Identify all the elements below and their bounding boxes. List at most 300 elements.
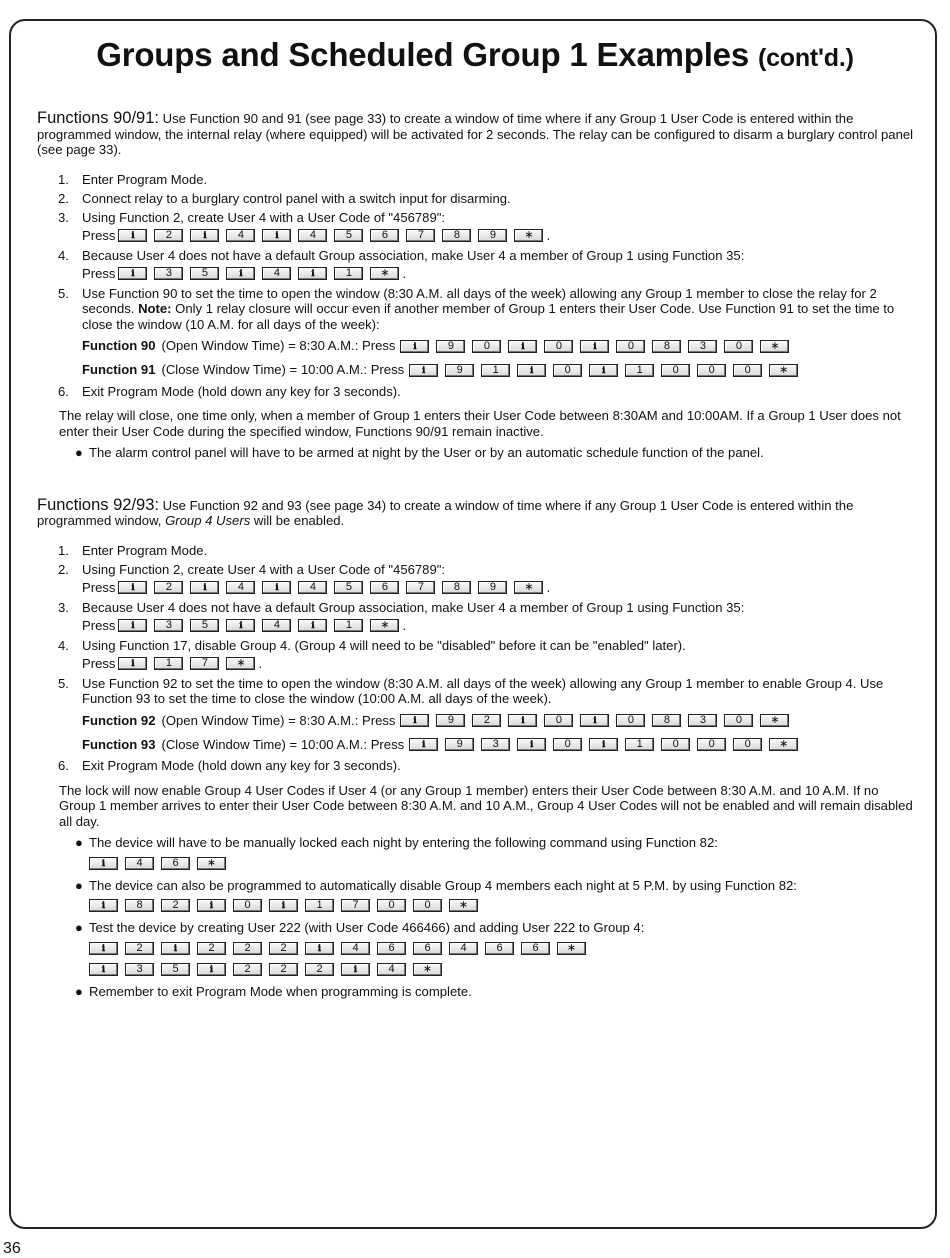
key-label: 0 bbox=[555, 339, 563, 352]
step-number: 6. bbox=[58, 758, 69, 773]
digit-key-icon bbox=[481, 364, 510, 377]
digit-key-icon bbox=[161, 963, 190, 976]
key-label: ℹ bbox=[131, 582, 135, 592]
key-label: 4 bbox=[273, 267, 281, 279]
digit-key-icon bbox=[269, 942, 298, 955]
step-text: Using Function 2, create User 4 with a User Code of "456789": bbox=[82, 561, 446, 577]
digit-key-icon bbox=[154, 619, 183, 632]
key-label: ℹ bbox=[601, 739, 606, 749]
bullet-item bbox=[37, 984, 915, 1000]
key-label: ∗ bbox=[524, 581, 534, 593]
press-label: Press bbox=[82, 579, 116, 595]
key-label: ℹ bbox=[209, 900, 214, 910]
key-label: ℹ bbox=[353, 963, 358, 974]
key-label: ℹ bbox=[131, 230, 135, 240]
star-key-icon bbox=[413, 963, 442, 976]
key-label: 3 bbox=[165, 619, 173, 631]
star-key-icon bbox=[769, 364, 798, 377]
note-label: Note: bbox=[138, 301, 172, 316]
lock-key-icon bbox=[298, 267, 327, 280]
digit-key-icon bbox=[262, 619, 291, 632]
lock-key-icon bbox=[517, 364, 546, 377]
step-text: Using Function 2, create User 4 with a User Code of "456789": bbox=[82, 209, 446, 225]
key-label: 0 bbox=[564, 363, 571, 376]
key-label: ℹ bbox=[203, 582, 207, 592]
key-label: 4 bbox=[309, 581, 317, 593]
title-sub: (cont'd.) bbox=[757, 44, 854, 72]
function-line bbox=[82, 735, 915, 755]
function-line bbox=[82, 360, 915, 380]
press-label: Press bbox=[82, 265, 116, 281]
star-key-icon bbox=[514, 229, 543, 242]
bullet-text: Remember to exit Program Mode when programming is complete. bbox=[89, 983, 472, 999]
step-number: 5. bbox=[58, 285, 69, 301]
digit-key-icon bbox=[445, 738, 474, 751]
key-label: ℹ bbox=[421, 739, 426, 749]
key-label: 6 bbox=[172, 856, 179, 869]
bullet-icon: ● bbox=[75, 835, 83, 850]
digit-key-icon bbox=[652, 340, 681, 353]
key-label: 2 bbox=[280, 941, 287, 954]
digit-key-icon bbox=[521, 942, 550, 955]
key-label: ∗ bbox=[770, 714, 780, 726]
key-label: 8 bbox=[663, 714, 671, 726]
digit-key-icon bbox=[436, 340, 465, 353]
key-label: ℹ bbox=[131, 620, 135, 630]
digit-key-icon bbox=[190, 657, 219, 670]
step-item bbox=[37, 638, 915, 673]
key-label: ℹ bbox=[101, 900, 106, 910]
digit-key-icon bbox=[125, 963, 154, 976]
digit-key-icon bbox=[485, 942, 514, 955]
key-label: ℹ bbox=[131, 268, 135, 278]
main-content bbox=[37, 111, 915, 1005]
key-label: 0 bbox=[424, 899, 431, 911]
digit-key-icon bbox=[305, 963, 334, 976]
digit-key-icon bbox=[190, 267, 219, 280]
key-label: 3 bbox=[699, 714, 707, 726]
key-label: ∗ bbox=[380, 267, 390, 279]
bullet-icon: ● bbox=[75, 445, 83, 460]
key-label: ℹ bbox=[275, 230, 279, 240]
press-label: Press bbox=[82, 617, 116, 633]
key-label: ℹ bbox=[101, 857, 106, 868]
digit-key-icon bbox=[377, 963, 406, 976]
key-label: 9 bbox=[447, 339, 455, 352]
key-label: ∗ bbox=[524, 229, 534, 241]
lock-key-icon bbox=[409, 738, 438, 751]
step-text-post: Only 1 relay closure will occur even if another member of Group 1 enters their User Code. Use Function 91 to set the time to close the window (10 A.M. for all days of the week): bbox=[82, 301, 895, 332]
step-item bbox=[37, 191, 915, 207]
key-label: ∗ bbox=[422, 962, 433, 975]
step-text: Use Function 92 to set the time to open the window (8:30 A.M. all days of the week) allowing any Group 1 member to enable Group 4. Use Function 93 to set the time to close the window (10:00 A.M. all days of the week). bbox=[82, 675, 884, 706]
digit-key-icon bbox=[616, 340, 645, 353]
key-label: ∗ bbox=[779, 738, 789, 750]
key-sequence bbox=[82, 655, 915, 672]
digit-key-icon bbox=[478, 581, 507, 594]
digit-key-icon bbox=[472, 340, 501, 353]
step-number: 1. bbox=[58, 542, 69, 558]
key-label: ℹ bbox=[239, 268, 243, 278]
key-label: 4 bbox=[136, 856, 143, 869]
digit-key-icon bbox=[334, 619, 363, 632]
step-number: 3. bbox=[58, 599, 69, 615]
star-key-icon bbox=[449, 899, 478, 912]
key-label: 2 bbox=[208, 941, 215, 954]
step-number: 3. bbox=[58, 209, 69, 225]
step-text: Because User 4 does not have a default Group association, make User 4 a member of Group 1 using Function 35: bbox=[82, 599, 745, 615]
key-label: 0 bbox=[672, 738, 679, 750]
star-key-icon bbox=[760, 340, 789, 353]
key-sequence bbox=[89, 961, 915, 978]
lock-key-icon bbox=[400, 340, 429, 353]
key-label: 2 bbox=[244, 941, 251, 954]
function-label: Function 93 bbox=[82, 736, 156, 752]
star-key-icon bbox=[514, 581, 543, 594]
key-sequence bbox=[82, 265, 915, 282]
key-label: 6 bbox=[532, 941, 539, 954]
page-title bbox=[0, 36, 950, 74]
key-label: 3 bbox=[492, 738, 499, 750]
key-label: ℹ bbox=[601, 364, 606, 375]
intro-text: Use Function 90 and 91 (see page 33) to create a window of time where if any Group 1 User Code is entered within the programmed window, the internal relay (where equipped) will be activated for 2 seconds. The relay can be configured to disarm a burglary control panel (see page 33). bbox=[37, 111, 914, 157]
result-text: The lock will now enable Group 4 User Codes if User 4 (or any Group 1 member) enters their User Code between 8:30 A.M. and 10 A.M. If no Group 1 member arrives to enter their User Code between 8:30 A.M. and 10 A.M., Group 4 User Codes will not be enabled and will remain disabled all day. bbox=[59, 782, 913, 829]
step-item bbox=[37, 758, 915, 774]
key-label: 4 bbox=[352, 941, 359, 954]
key-label: 3 bbox=[699, 339, 707, 352]
bullet-icon: ● bbox=[75, 920, 83, 935]
digit-key-icon bbox=[413, 899, 442, 912]
star-key-icon bbox=[760, 714, 789, 727]
digit-key-icon bbox=[197, 942, 226, 955]
step-text: Exit Program Mode (hold down any key for 3 seconds). bbox=[82, 383, 401, 399]
digit-key-icon bbox=[472, 714, 501, 727]
lock-key-icon bbox=[89, 857, 118, 870]
lock-key-icon bbox=[118, 657, 147, 670]
key-label: 3 bbox=[136, 962, 143, 975]
digit-key-icon bbox=[481, 738, 510, 751]
key-label: 4 bbox=[309, 229, 317, 241]
bullet-text: The alarm control panel will have to be armed at night by the User or by an automatic schedule function of the panel. bbox=[89, 445, 764, 460]
function-desc: (Open Window Time) = 8:30 A.M.: Press bbox=[161, 712, 396, 728]
key-label: 9 bbox=[456, 738, 463, 750]
lock-key-icon bbox=[190, 229, 219, 242]
key-label: 0 bbox=[555, 714, 563, 726]
key-label: 5 bbox=[201, 267, 209, 279]
key-label: 4 bbox=[237, 229, 245, 241]
key-label: 2 bbox=[483, 714, 491, 726]
key-label: 5 bbox=[201, 619, 209, 631]
digit-key-icon bbox=[161, 899, 190, 912]
star-key-icon bbox=[769, 738, 798, 751]
key-label: ℹ bbox=[521, 715, 525, 725]
key-label: ℹ bbox=[275, 582, 279, 592]
lock-key-icon bbox=[298, 619, 327, 632]
key-label: ∗ bbox=[236, 657, 246, 669]
digit-key-icon bbox=[625, 738, 654, 751]
key-label: 6 bbox=[424, 941, 431, 954]
key-label: ∗ bbox=[566, 941, 577, 954]
lock-key-icon bbox=[161, 942, 190, 955]
key-sequence bbox=[82, 617, 915, 634]
digit-key-icon bbox=[544, 714, 573, 727]
digit-key-icon bbox=[233, 963, 262, 976]
key-label: 3 bbox=[165, 267, 173, 279]
key-label: ℹ bbox=[209, 963, 214, 974]
section-intro bbox=[37, 111, 915, 158]
key-label: ℹ bbox=[317, 942, 322, 953]
digit-key-icon bbox=[553, 364, 582, 377]
digit-key-icon bbox=[226, 581, 255, 594]
digit-key-icon bbox=[154, 581, 183, 594]
digit-key-icon bbox=[442, 229, 471, 242]
key-label: 7 bbox=[417, 229, 425, 241]
key-label: ℹ bbox=[311, 620, 315, 630]
period: . bbox=[258, 655, 263, 671]
intro-text-end: will be enabled. bbox=[253, 513, 345, 528]
key-label: ∗ bbox=[458, 899, 469, 911]
digit-key-icon bbox=[688, 714, 717, 727]
bullet-list bbox=[37, 445, 915, 461]
digit-key-icon bbox=[625, 364, 654, 377]
intro-text: Use Function 92 and 93 (see page 34) to create a window of time where if any Group 1 User Code is entered within the programmed window, bbox=[37, 497, 854, 528]
key-label: 0 bbox=[708, 363, 715, 376]
bullet-item bbox=[37, 878, 915, 915]
digit-key-icon bbox=[688, 340, 717, 353]
key-label: 1 bbox=[345, 619, 353, 631]
step-item bbox=[37, 248, 915, 283]
step-number: 1. bbox=[58, 171, 69, 187]
digit-key-icon bbox=[377, 899, 406, 912]
key-label: ℹ bbox=[421, 364, 426, 375]
key-label: 2 bbox=[244, 962, 251, 975]
key-label: 6 bbox=[496, 941, 503, 954]
lock-key-icon bbox=[89, 963, 118, 976]
key-label: 1 bbox=[345, 267, 353, 279]
step-text bbox=[82, 286, 894, 332]
result-text: The relay will close, one time only, when a member of Group 1 enters their User Code between 8:30AM and 10:00AM. If a Group 1 User does not enter their User Code during the specified window, Functions 90/91 remain inactive. bbox=[59, 408, 901, 439]
function-label: Function 90 bbox=[82, 338, 156, 354]
key-label: 0 bbox=[627, 339, 635, 352]
digit-key-icon bbox=[449, 942, 478, 955]
key-label: 1 bbox=[165, 657, 173, 669]
bullet-text: Test the device by creating User 222 (with User Code 466466) and adding User 222 to Group 4: bbox=[89, 920, 645, 935]
key-label: ∗ bbox=[206, 856, 217, 869]
step-number: 5. bbox=[58, 675, 69, 691]
section-functions-92-93 bbox=[37, 495, 915, 1000]
press-label: Press bbox=[82, 227, 116, 243]
key-label: ℹ bbox=[593, 340, 597, 351]
period: . bbox=[546, 579, 551, 595]
digit-key-icon bbox=[616, 714, 645, 727]
key-label: ℹ bbox=[173, 942, 178, 953]
key-label: 0 bbox=[388, 899, 395, 911]
lock-key-icon bbox=[118, 581, 147, 594]
key-label: 9 bbox=[489, 229, 497, 241]
lock-key-icon bbox=[89, 942, 118, 955]
key-label: 8 bbox=[453, 581, 461, 593]
star-key-icon bbox=[370, 267, 399, 280]
function-line bbox=[82, 711, 915, 731]
key-label: 0 bbox=[744, 738, 751, 750]
step-item bbox=[37, 562, 915, 597]
digit-key-icon bbox=[125, 899, 154, 912]
key-label: ℹ bbox=[203, 230, 207, 240]
key-label: 1 bbox=[492, 363, 499, 376]
key-label: 2 bbox=[165, 229, 173, 241]
step-text: Connect relay to a burglary control panel with a switch input for disarming. bbox=[82, 190, 511, 206]
lock-key-icon bbox=[262, 581, 291, 594]
lock-key-icon bbox=[580, 340, 609, 353]
page-number: 36 bbox=[3, 1240, 21, 1257]
digit-key-icon bbox=[226, 229, 255, 242]
key-sequence bbox=[82, 227, 915, 244]
digit-key-icon bbox=[341, 899, 370, 912]
key-label: 0 bbox=[744, 363, 751, 376]
digit-key-icon bbox=[233, 942, 262, 955]
key-label: 0 bbox=[483, 339, 491, 352]
digit-key-icon bbox=[697, 738, 726, 751]
key-label: 8 bbox=[136, 899, 143, 911]
lock-key-icon bbox=[118, 229, 147, 242]
digit-key-icon bbox=[370, 581, 399, 594]
lock-key-icon bbox=[589, 738, 618, 751]
step-number: 2. bbox=[58, 190, 69, 206]
key-label: 5 bbox=[172, 962, 179, 975]
bullet-icon: ● bbox=[75, 983, 83, 999]
key-label: 1 bbox=[636, 738, 643, 750]
lock-key-icon bbox=[508, 340, 537, 353]
key-label: ℹ bbox=[593, 715, 597, 725]
key-label: 6 bbox=[388, 941, 395, 954]
section-functions-90-91 bbox=[37, 111, 915, 461]
function-label: Function 91 bbox=[82, 362, 156, 378]
digit-key-icon bbox=[406, 581, 435, 594]
step-item bbox=[37, 600, 915, 635]
period: . bbox=[402, 617, 407, 633]
digit-key-icon bbox=[478, 229, 507, 242]
bullet-item bbox=[37, 920, 915, 978]
key-label: 5 bbox=[345, 229, 353, 241]
key-label: 2 bbox=[136, 941, 143, 954]
digit-key-icon bbox=[544, 340, 573, 353]
digit-key-icon bbox=[652, 714, 681, 727]
key-label: ℹ bbox=[521, 340, 525, 351]
step-item bbox=[37, 210, 915, 245]
digit-key-icon bbox=[262, 267, 291, 280]
key-label: 4 bbox=[237, 581, 245, 593]
key-label: 6 bbox=[381, 229, 389, 241]
digit-key-icon bbox=[190, 619, 219, 632]
key-label: 2 bbox=[280, 962, 287, 975]
step-text: Because User 4 does not have a default Group association, make User 4 a member of Group 1 using Function 35: bbox=[82, 247, 745, 263]
digit-key-icon bbox=[370, 229, 399, 242]
star-key-icon bbox=[557, 942, 586, 955]
digit-key-icon bbox=[724, 340, 753, 353]
lock-key-icon bbox=[517, 738, 546, 751]
key-label: 0 bbox=[672, 363, 679, 376]
intro-emphasis: Group 4 Users bbox=[165, 513, 251, 528]
digit-key-icon bbox=[436, 714, 465, 727]
key-label: 0 bbox=[244, 899, 251, 911]
title-main: Groups and Scheduled Group 1 Examples bbox=[96, 36, 749, 73]
digit-key-icon bbox=[154, 657, 183, 670]
key-label: 9 bbox=[447, 714, 455, 726]
key-label: 0 bbox=[735, 339, 743, 352]
digit-key-icon bbox=[298, 229, 327, 242]
key-label: ℹ bbox=[239, 620, 243, 630]
key-label: ℹ bbox=[413, 340, 417, 351]
digit-key-icon bbox=[298, 581, 327, 594]
digit-key-icon bbox=[154, 229, 183, 242]
key-label: ℹ bbox=[281, 900, 286, 910]
lock-key-icon bbox=[197, 963, 226, 976]
digit-key-icon bbox=[305, 899, 334, 912]
lock-key-icon bbox=[341, 963, 370, 976]
step-number: 4. bbox=[58, 247, 69, 263]
step-item bbox=[37, 676, 915, 755]
key-label: 9 bbox=[489, 581, 497, 593]
digit-key-icon bbox=[661, 738, 690, 751]
key-label: ∗ bbox=[770, 339, 780, 352]
key-label: 9 bbox=[456, 363, 463, 376]
key-label: 1 bbox=[316, 899, 323, 911]
digit-key-icon bbox=[125, 857, 154, 870]
step-text-pre: Use Function 90 to set the time to open the window (8:30 A.M. all days of the week) allowing any Group 1 member to close the relay for 2 seconds. bbox=[82, 285, 877, 316]
key-label: 4 bbox=[460, 941, 467, 954]
digit-key-icon bbox=[733, 738, 762, 751]
key-label: 8 bbox=[663, 339, 671, 352]
digit-key-icon bbox=[233, 899, 262, 912]
key-label: 6 bbox=[381, 581, 389, 593]
digit-key-icon bbox=[661, 364, 690, 377]
lock-key-icon bbox=[226, 619, 255, 632]
lock-key-icon bbox=[118, 619, 147, 632]
key-label: ℹ bbox=[101, 963, 106, 974]
lock-key-icon bbox=[580, 714, 609, 727]
lock-key-icon bbox=[589, 364, 618, 377]
section-heading: Functions 90/91: bbox=[37, 109, 159, 127]
key-label: 0 bbox=[627, 714, 635, 726]
bullet-text: The device can also be programmed to automatically disable Group 4 members each night at 5 P.M. by using Function 82: bbox=[89, 877, 797, 893]
function-label: Function 92 bbox=[82, 712, 156, 728]
lock-key-icon bbox=[197, 899, 226, 912]
key-label: ℹ bbox=[101, 942, 106, 953]
step-item bbox=[37, 172, 915, 188]
key-label: 5 bbox=[345, 581, 353, 593]
key-sequence bbox=[89, 855, 915, 872]
lock-key-icon bbox=[269, 899, 298, 912]
digit-key-icon bbox=[553, 738, 582, 751]
lock-key-icon bbox=[118, 267, 147, 280]
function-line bbox=[82, 336, 915, 356]
key-label: 7 bbox=[352, 899, 359, 911]
step-item bbox=[37, 384, 915, 400]
step-text: Enter Program Mode. bbox=[82, 171, 208, 187]
key-label: 1 bbox=[636, 363, 643, 376]
digit-key-icon bbox=[733, 364, 762, 377]
key-label: 4 bbox=[388, 962, 395, 975]
function-desc: (Open Window Time) = 8:30 A.M.: Press bbox=[161, 338, 396, 354]
bullet-item bbox=[37, 445, 915, 461]
key-label: 4 bbox=[273, 619, 281, 631]
digit-key-icon bbox=[442, 581, 471, 594]
step-text: Exit Program Mode (hold down any key for 3 seconds). bbox=[82, 758, 401, 773]
digit-key-icon bbox=[154, 267, 183, 280]
lock-key-icon bbox=[190, 581, 219, 594]
step-number: 4. bbox=[58, 637, 69, 653]
key-label: 2 bbox=[172, 899, 179, 911]
